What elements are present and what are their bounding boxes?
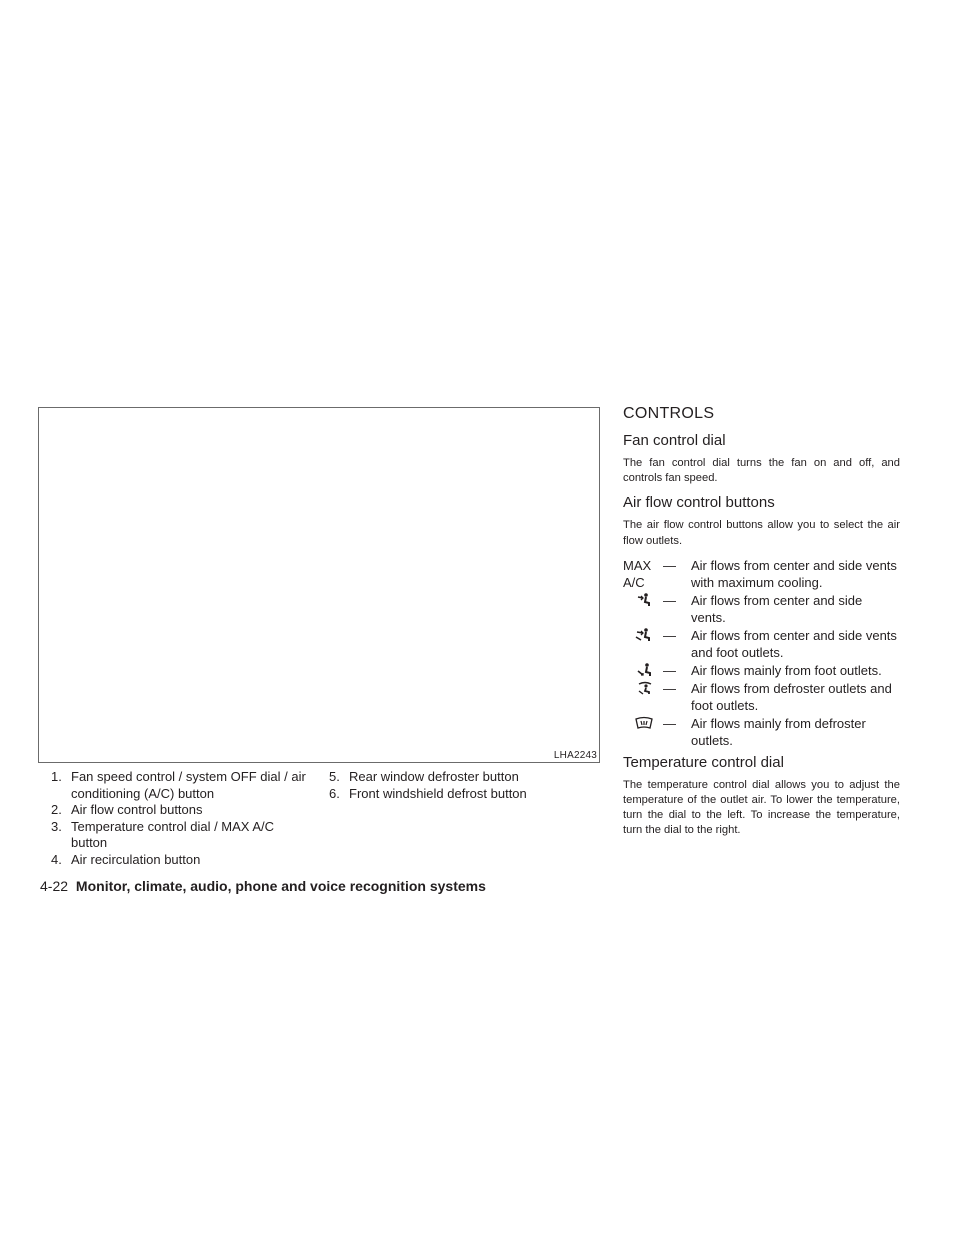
chapter-title: Monitor, climate, audio, phone and voice recognition systems [75,878,486,894]
fan-control-heading: Fan control dial [623,432,726,449]
defrost-foot-mode-icon [623,680,653,697]
legend-number: 2. [51,802,62,818]
legend-number: 5. [329,769,340,784]
temperature-body: The temperature control dial allows you to adjust the temperature of the outlet air. To lower the temperature, turn the dial to the left. To increase the temperature, turn the dial to the right. [623,778,900,837]
airflow-mode-list [623,557,900,749]
mode-dash: — [663,592,676,608]
legend-number: 4. [51,851,62,867]
legend-item [51,819,313,852]
airflow-mode-max-ac [623,557,900,591]
temperature-heading: Temperature control dial [623,753,784,771]
airflow-mode-defrost [623,715,900,749]
page-footer [40,878,486,895]
page-number: 4-22 [40,878,69,894]
legend-text: Temperature control dial / MAX A/C button [71,818,275,851]
mode-dash: — [663,627,676,643]
legend-text: Front windshield defrost button [349,785,527,801]
mode-description: Air flows mainly from defroster outlets. [691,715,866,748]
mode-dash: — [663,680,676,696]
mode-dash: — [663,662,676,678]
figure-frame [38,407,600,763]
bi-level-mode-icon [623,627,653,644]
legend-number: 1. [51,769,62,784]
legend-item [51,852,313,869]
mode-description: Air flows mainly from foot outlets. [691,662,882,678]
legend-item [51,769,313,802]
vent-mode-icon [623,592,653,609]
mode-description: Air flows from center and side vents with maximum cooling. [691,557,897,590]
airflow-mode-vent [623,592,900,626]
mode-description: Air flows from center and side vents and foot outlets. [691,627,897,660]
fan-control-body: The fan control dial turns the fan on and off, and controls fan speed. [623,457,900,485]
legend-item [51,802,313,819]
legend-number: 6. [329,785,340,801]
figure-legend-right [329,769,591,802]
mode-dash: — [663,715,676,731]
legend-item [329,769,591,786]
legend-item [329,786,591,803]
figure-code: LHA2243 [553,750,597,761]
figure-legend-left [51,769,313,869]
legend-number: 3. [51,818,62,834]
airflow-mode-defrost-foot [623,680,900,714]
legend-text: Air recirculation button [71,851,201,867]
mode-description: Air flows from center and side vents. [691,592,863,625]
max-ac-label: MAX A/C [623,557,652,590]
airflow-mode-bi-level [623,627,900,661]
airflow-mode-foot [623,662,900,679]
mode-description: Air flows from defroster outlets and foot outlets. [691,680,892,713]
controls-section [623,404,900,847]
foot-mode-icon [623,662,653,679]
legend-text: Fan speed control / system OFF dial / air conditioning (A/C) button [71,769,306,801]
section-heading: CONTROLS [623,405,715,422]
defrost-mode-icon [623,715,653,732]
airflow-heading: Air flow control buttons [623,494,775,512]
airflow-body: The air flow control buttons allow you to select the air flow outlets. [623,519,900,547]
legend-text: Air flow control buttons [71,802,203,818]
legend-text: Rear window defroster button [349,769,519,784]
mode-dash: — [663,557,676,573]
